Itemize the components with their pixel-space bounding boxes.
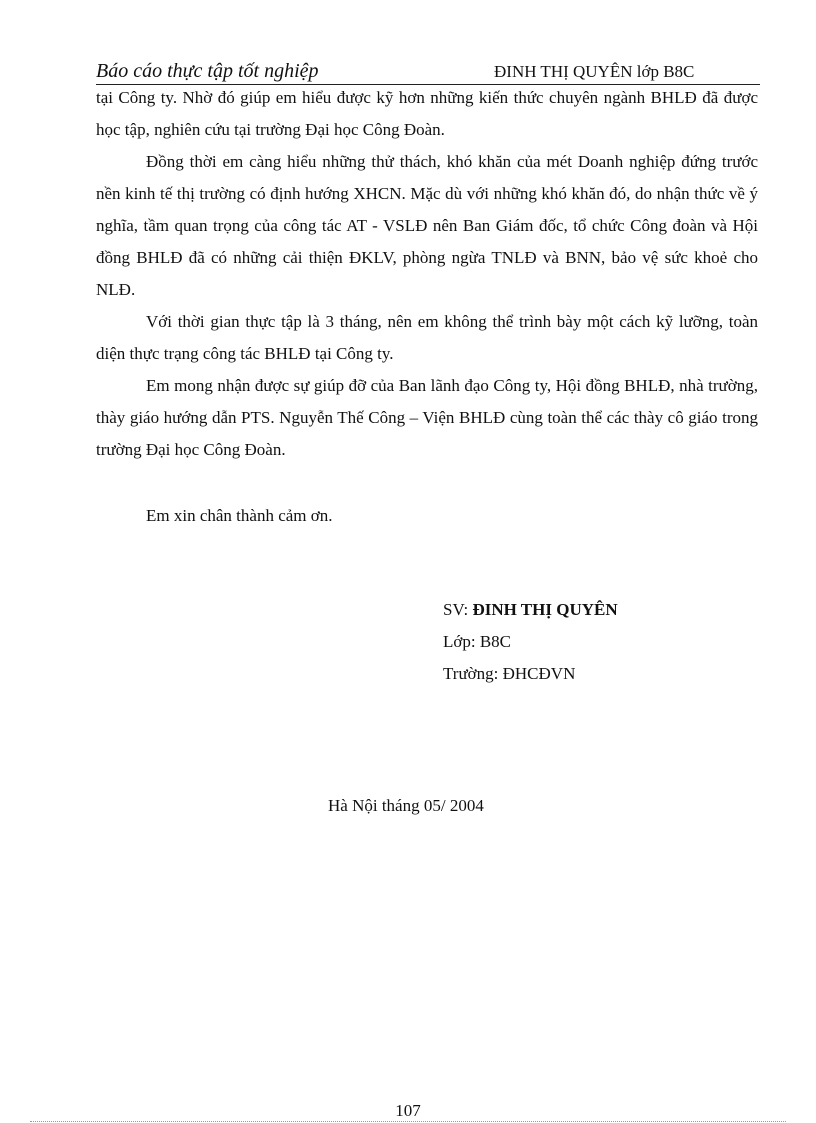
author-class: ĐINH THỊ QUYÊN lớp B8C	[494, 62, 695, 81]
school-line: Trường: ĐHCĐVN	[443, 664, 576, 683]
class-line: Lớp: B8C	[443, 632, 512, 651]
place-date: Hà Nội tháng 05/ 2004	[328, 796, 484, 815]
closing-thanks: Em xin chân thành cảm ơn.	[146, 506, 333, 525]
student-name: ĐINH THỊ QUYÊN	[472, 600, 618, 619]
paragraph-challenges: Đồng thời em càng hiểu những thử thách, khó khăn của mét Doanh nghiệp đứng trước nền kinh tế thị trường có định hướng XHCN. Mặc dù với những khó khăn đó, do nhận thức về ý nghĩa, tầm quan trọng của công tác AT - VSLĐ nên Ban Giám đốc, tổ chức Công đoàn và Hội đồng BHLĐ đã có những cải thiện ĐKLV, phòng ngừa TNLĐ và BNN, bảo vệ sức khoẻ cho NLĐ.	[96, 152, 758, 299]
signature-block	[443, 594, 618, 690]
student-line	[443, 594, 618, 626]
paragraph-internship-period: Với thời gian thực tập là 3 tháng, nên em không thể trình bày một cách kỹ lưỡng, toàn diện thực trạng công tác BHLĐ tại Công ty.	[96, 312, 758, 363]
paragraph-continuation: tại Công ty. Nhờ đó giúp em hiểu được kỹ hơn những kiến thức chuyên ngành BHLĐ đã được học tập, nghiên cứu tại trường Đại học Công Đoàn.	[96, 88, 758, 139]
page-header	[96, 58, 760, 85]
footer-divider	[30, 1121, 786, 1122]
body-text	[96, 82, 758, 466]
report-title: Báo cáo thực tập tốt nghiệp	[96, 60, 319, 82]
student-label: SV:	[443, 600, 473, 619]
paragraph-acknowledgement: Em mong nhận được sự giúp đỡ của Ban lãnh đạo Công ty, Hội đồng BHLĐ, nhà trường, thày giáo hướng dẫn PTS. Nguyễn Thế Công – Viện BHLĐ cùng toàn thể các thày cô giáo trong trường Đại học Công Đoàn.	[96, 376, 758, 459]
page-number: 107	[395, 1101, 421, 1120]
